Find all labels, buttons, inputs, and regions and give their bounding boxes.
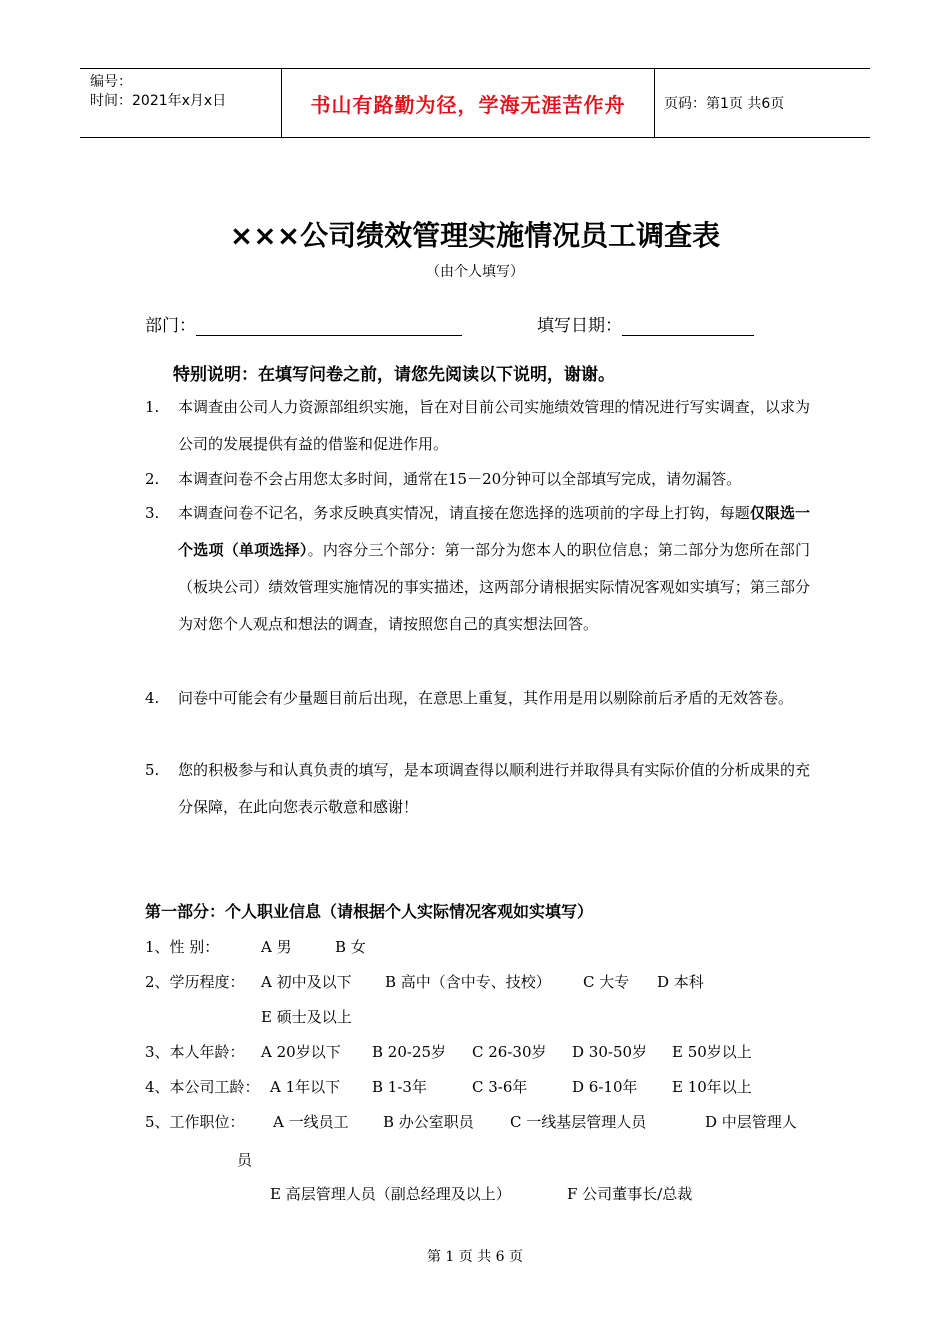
answer-option[interactable]: E 50岁以上: [672, 1043, 752, 1061]
answer-option[interactable]: A 1年以下: [270, 1078, 341, 1096]
answer-option[interactable]: A 一线员工: [273, 1113, 349, 1131]
answer-option[interactable]: C 26-30岁: [472, 1043, 547, 1061]
notice-item: [145, 495, 810, 643]
notice-item-text-part: 。内容分三个部分：第一部分为您本人的职位信息；第二部分为您所在部门（板块公司）绩效管理实施情况的事实描述，这两部分请根据实际情况客观如实填写；第三部分为对您个人观点和想法的调查，请按照您自己的真实想法回答。: [178, 541, 810, 633]
question-label: 2、学历程度：: [145, 973, 245, 991]
answer-option[interactable]: C 大专: [583, 973, 630, 991]
answer-option[interactable]: C 一线基层管理人员: [510, 1113, 647, 1131]
department-blank[interactable]: [196, 315, 462, 336]
page-title: ×××公司绩效管理实施情况员工调查表: [229, 219, 721, 252]
answer-option[interactable]: D 30-50岁: [572, 1043, 648, 1061]
answer-option[interactable]: B 高中（含中专、技校）: [385, 973, 551, 991]
notice-item-number: 1.: [145, 398, 160, 416]
notice-item-number: 3.: [145, 504, 160, 522]
answer-option[interactable]: A 20岁以下: [261, 1043, 341, 1061]
single-choice-emphasis: 仅限选一个选项（单项选择）: [178, 504, 810, 559]
notice-item-text: 您的积极参与和认真负责的填写，是本项调查得以顺利进行并取得具有实际价值的分析成果的充分保障，在此向您表示敬意和感谢！: [178, 761, 810, 816]
date-label: 填写日期：: [537, 316, 622, 336]
answer-option[interactable]: B 1-3年: [372, 1078, 427, 1096]
page-subtitle: （由个人填写）: [426, 264, 524, 280]
header-page-label: 页码：第1页 共6页: [664, 96, 785, 112]
time-label: 时间：2021年x月x日: [90, 93, 227, 109]
header-meta: [90, 73, 280, 111]
answer-option[interactable]: E 硕士及以上: [261, 1008, 352, 1026]
answer-option[interactable]: B 办公室职员: [383, 1113, 474, 1131]
notice-item-text: 本调查问卷不会占用您太多时间，通常在15－20分钟可以全部填写完成，请勿漏答。: [178, 470, 742, 488]
header-divider: [654, 69, 655, 137]
department-label: 部门：: [145, 316, 196, 336]
notice-item-number: 2.: [145, 470, 160, 488]
notice-heading: 特别说明：在填写问卷之前，请您先阅读以下说明，谢谢。: [173, 365, 615, 385]
question-label: 1、性 别：: [145, 938, 220, 956]
notice-item-text: [178, 495, 810, 643]
date-blank[interactable]: [622, 315, 754, 336]
answer-option[interactable]: B 女: [335, 938, 366, 956]
page-footer: 第 1 页 共 6 页: [426, 1249, 524, 1265]
answer-option[interactable]: C 3-6年: [472, 1078, 528, 1096]
question-label: 3、本人年龄：: [145, 1043, 245, 1061]
notice-item: [145, 752, 810, 826]
notice-item-number: 5.: [145, 761, 160, 779]
answer-option[interactable]: A 男: [261, 938, 292, 956]
answer-option[interactable]: A 初中及以下: [261, 973, 352, 991]
answer-option[interactable]: E 高层管理人员（副总经理及以上）: [270, 1185, 511, 1203]
question-label: 5、工作职位：: [145, 1113, 245, 1131]
answer-option[interactable]: D 6-10年: [572, 1078, 638, 1096]
notice-item: [145, 389, 810, 463]
answer-option[interactable]: E 10年以上: [672, 1078, 752, 1096]
part1-heading: 第一部分：个人职业信息（请根据个人实际情况客观如实填写）: [145, 902, 594, 921]
serial-label: 编号：: [90, 74, 132, 90]
answer-option[interactable]: F 公司董事长/总裁: [567, 1185, 693, 1203]
notice-item: [145, 680, 810, 717]
answer-option-continuation: 员: [237, 1151, 253, 1169]
department-field[interactable]: [145, 311, 462, 336]
answer-option[interactable]: D 中层管理人: [705, 1113, 797, 1131]
answer-option[interactable]: B 20-25岁: [372, 1043, 447, 1061]
notice-item-number: 4.: [145, 689, 160, 707]
notice-item-text: 问卷中可能会有少量题目前后出现，在意思上重复，其作用是用以剔除前后矛盾的无效答卷。: [178, 689, 794, 707]
notice-item-text: 本调查由公司人力资源部组织实施，旨在对目前公司实施绩效管理的情况进行写实调查，以求为公司的发展提供有益的借鉴和促进作用。: [178, 398, 810, 453]
date-field[interactable]: [537, 311, 754, 336]
notice-item: [145, 461, 810, 498]
question-label: 4、本公司工龄：: [145, 1078, 260, 1096]
answer-option[interactable]: D 本科: [657, 973, 704, 991]
document-header: [80, 68, 870, 138]
header-motto: 书山有路勤为径，学海无涯苦作舟: [310, 92, 626, 117]
notice-item-text-part: 本调查问卷不记名，务求反映真实情况，请直接在您选择的选项前的字母上打钩，每题: [178, 504, 750, 522]
